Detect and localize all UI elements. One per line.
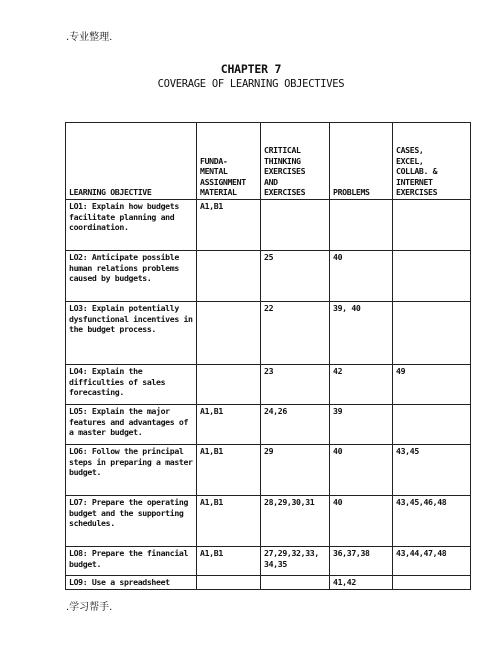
- chapter-title: CHAPTER 7: [220, 62, 282, 76]
- column-header-critical-thinking: CRITICAL THINKING EXERCISES AND EXERCISES: [261, 123, 330, 200]
- table-row: [66, 365, 471, 405]
- learning-objectives-table: [65, 122, 471, 590]
- critical-cell: 22: [261, 302, 330, 365]
- objective-cell: LO3: Explain potentially dysfunctional incentives in the budget process.: [66, 302, 197, 365]
- problems-cell: 41,42: [330, 576, 393, 590]
- problems-cell: 40: [330, 445, 393, 496]
- problems-cell: 40: [330, 496, 393, 547]
- objective-cell: LO2: Anticipate possible human relations problems caused by budgets.: [66, 251, 197, 302]
- page-header-note: .专业整理.: [66, 32, 113, 43]
- problems-cell: [330, 200, 393, 251]
- critical-cell: 24,26: [261, 405, 330, 445]
- fundamental-cell: [197, 365, 261, 405]
- page-footer-note: .学习帮手.: [66, 602, 113, 613]
- column-header-cases: CASES, EXCEL, COLLAB. & INTERNET EXERCISES: [393, 123, 471, 200]
- cases-cell: [393, 405, 471, 445]
- cases-cell: 43,44,47,48: [393, 547, 471, 576]
- objective-cell: LO8: Prepare the financial budget.: [66, 547, 197, 576]
- problems-cell: 40: [330, 251, 393, 302]
- problems-cell: 39: [330, 405, 393, 445]
- column-header-learning-objective: LEARNING OBJECTIVE: [66, 123, 197, 200]
- table-header-row: [66, 123, 471, 200]
- table-row: [66, 251, 471, 302]
- cases-cell: [393, 302, 471, 365]
- fundamental-cell: [197, 302, 261, 365]
- table-row: [66, 445, 471, 496]
- column-header-fundamental-material: FUNDA- MENTAL ASSIGNMENT MATERIAL: [197, 123, 261, 200]
- critical-cell: 29: [261, 445, 330, 496]
- fundamental-cell: A1,B1: [197, 496, 261, 547]
- objective-cell: LO7: Prepare the operating budget and the supporting schedules.: [66, 496, 197, 547]
- objective-cell: LO5: Explain the major features and advantages of a master budget.: [66, 405, 197, 445]
- cases-cell: [393, 251, 471, 302]
- objective-cell: LO6: Follow the principal steps in preparing a master budget.: [66, 445, 197, 496]
- problems-cell: 39, 40: [330, 302, 393, 365]
- critical-cell: [261, 200, 330, 251]
- fundamental-cell: A1,B1: [197, 405, 261, 445]
- critical-cell: [261, 576, 330, 590]
- problems-cell: 42: [330, 365, 393, 405]
- objective-cell: LO4: Explain the difficulties of sales forecasting.: [66, 365, 197, 405]
- cases-cell: 43,45: [393, 445, 471, 496]
- table-row: [66, 200, 471, 251]
- table-row: [66, 405, 471, 445]
- fundamental-cell: [197, 251, 261, 302]
- objective-cell: LO1: Explain how budgets facilitate planning and coordination.: [66, 200, 197, 251]
- critical-cell: 25: [261, 251, 330, 302]
- table-row: [66, 496, 471, 547]
- critical-cell: 27,29,32,33, 34,35: [261, 547, 330, 576]
- table-row: [66, 547, 471, 576]
- cases-cell: 43,45,46,48: [393, 496, 471, 547]
- fundamental-cell: A1,B1: [197, 547, 261, 576]
- cases-cell: [393, 200, 471, 251]
- critical-cell: 23: [261, 365, 330, 405]
- objective-cell: LO9: Use a spreadsheet: [66, 576, 197, 590]
- problems-cell: 36,37,38: [330, 547, 393, 576]
- fundamental-cell: [197, 576, 261, 590]
- fundamental-cell: A1,B1: [197, 200, 261, 251]
- cases-cell: [393, 576, 471, 590]
- column-header-problems: PROBLEMS: [330, 123, 393, 200]
- fundamental-cell: A1,B1: [197, 445, 261, 496]
- table-row: [66, 302, 471, 365]
- critical-cell: 28,29,30,31: [261, 496, 330, 547]
- cases-cell: 49: [393, 365, 471, 405]
- table-row: [66, 576, 471, 590]
- chapter-subtitle: COVERAGE OF LEARNING OBJECTIVES: [157, 78, 345, 90]
